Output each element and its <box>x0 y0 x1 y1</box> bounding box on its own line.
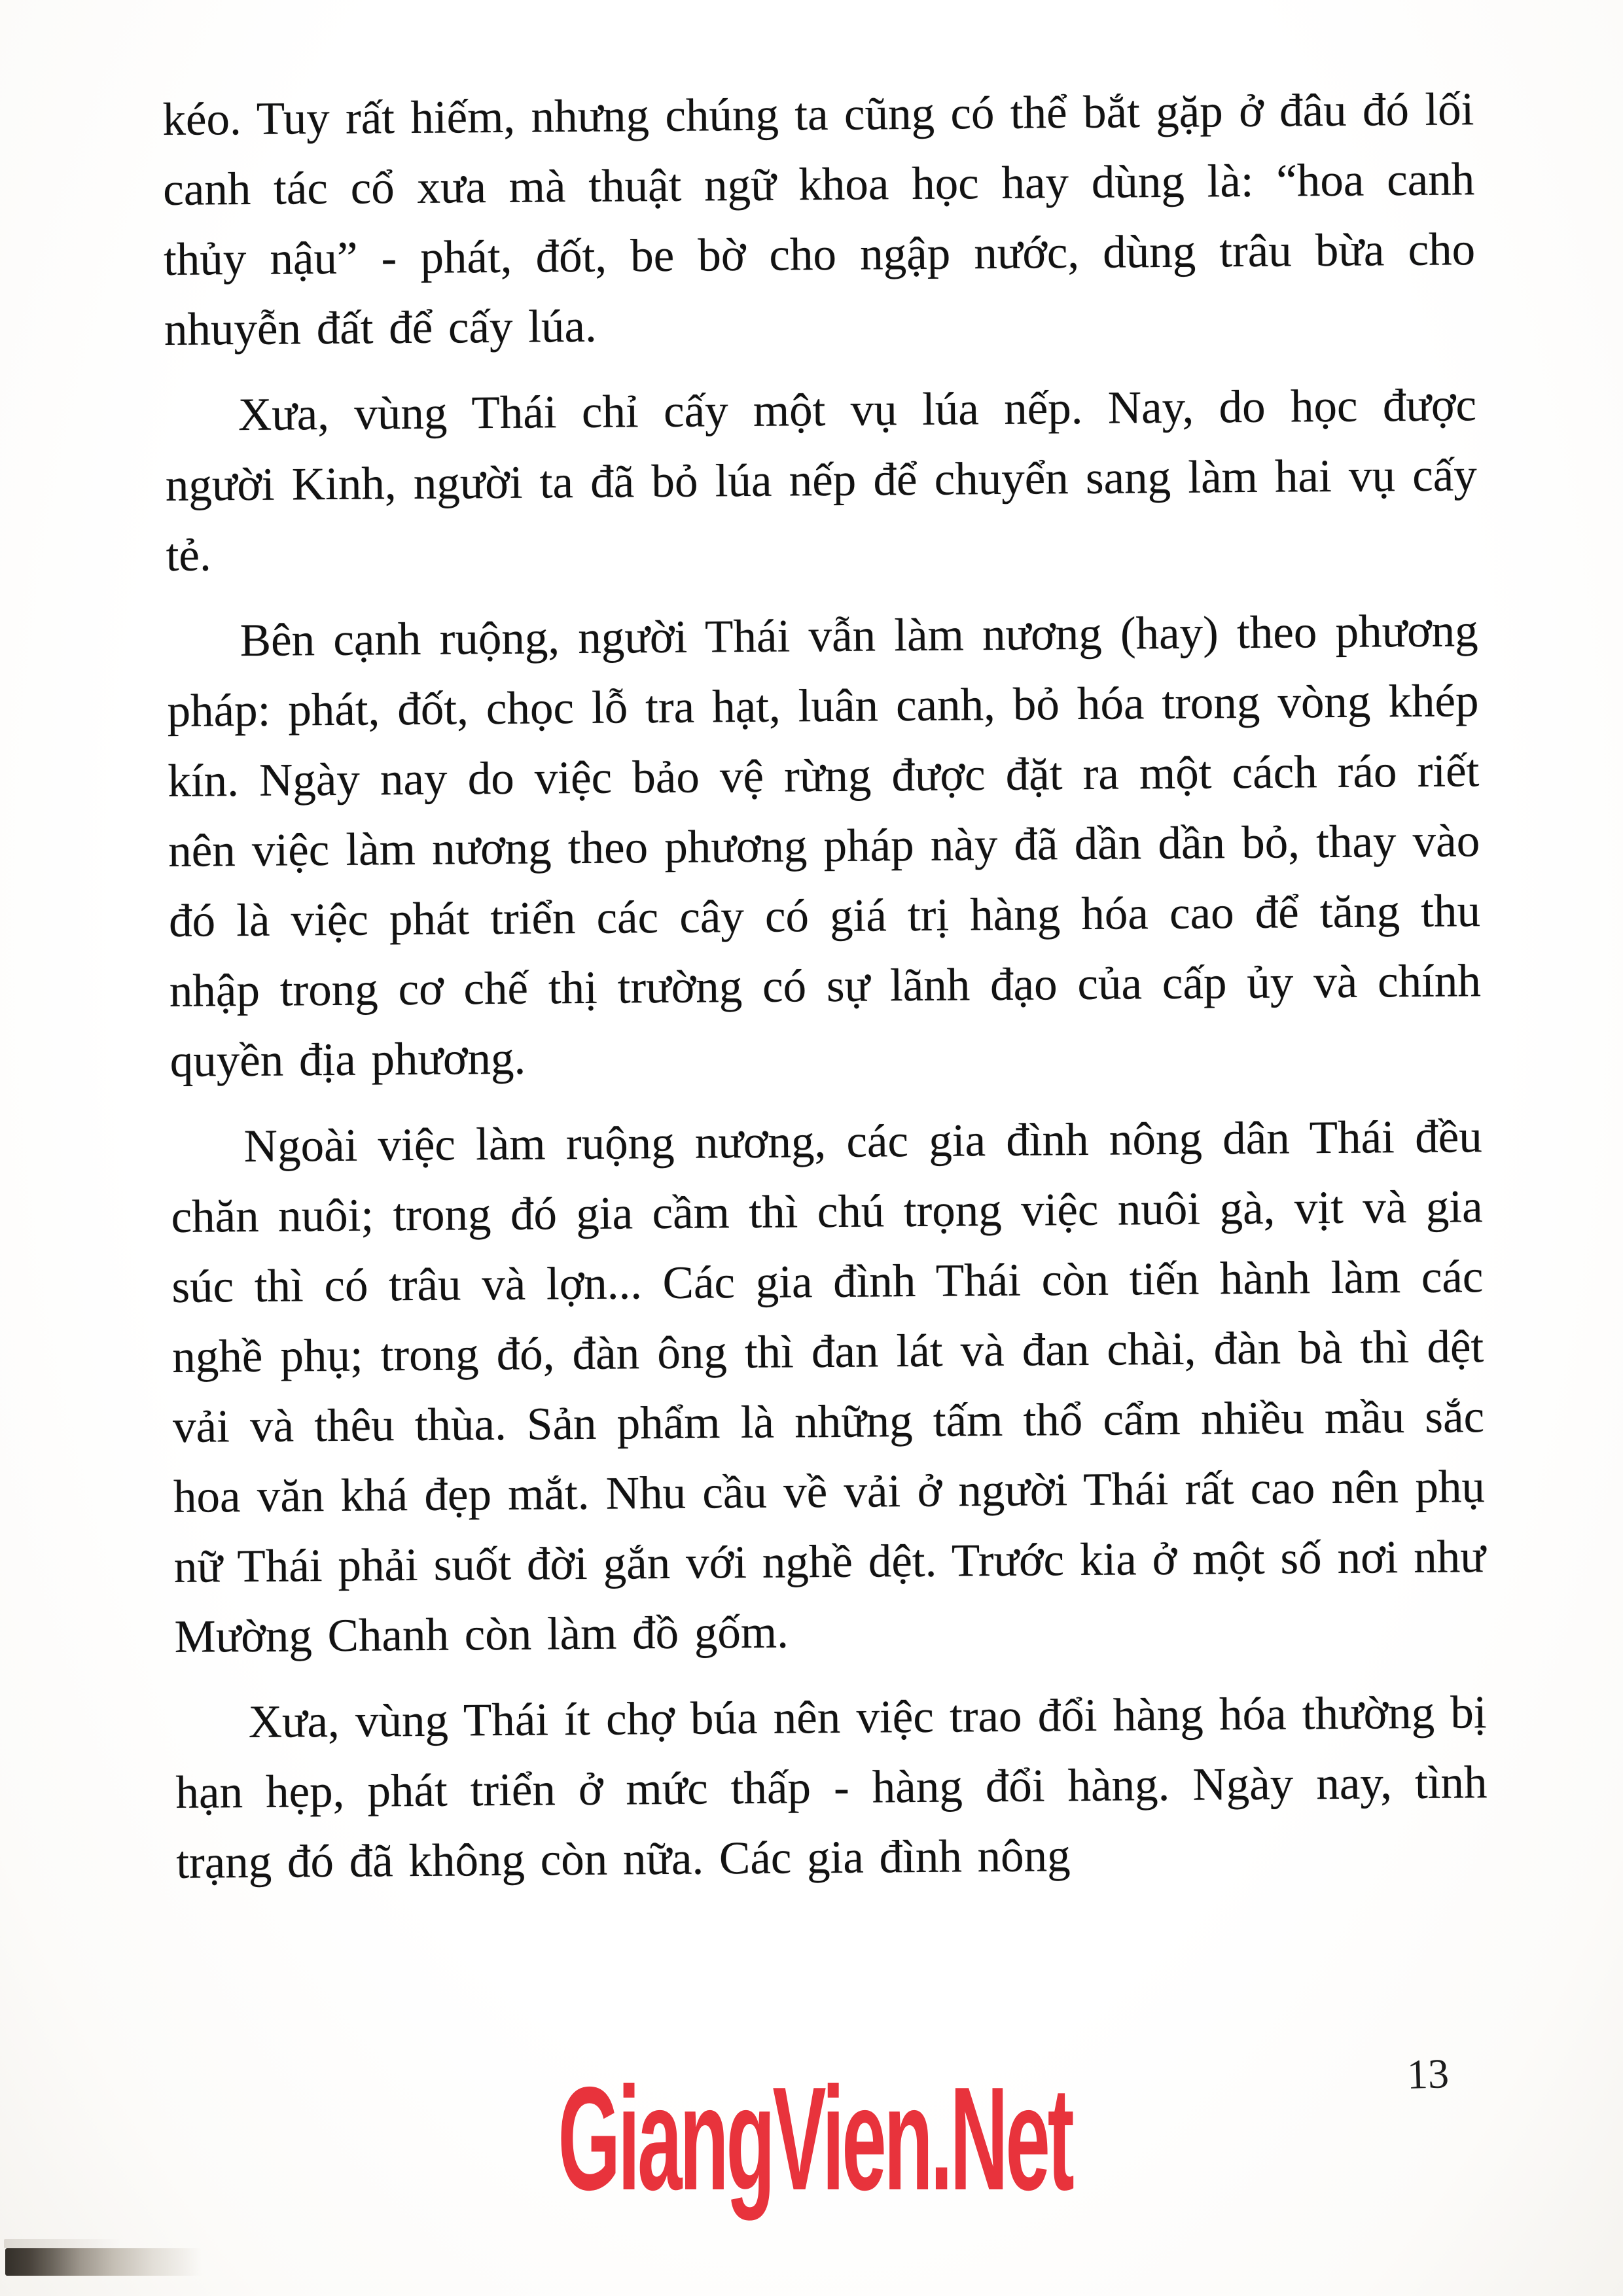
page-number: 13 <box>1406 2050 1450 2098</box>
paragraph: kéo. Tuy rất hiếm, nhưng chúng ta cũng có thể bắt gặp ở đâu đó lối canh tác cổ xưa mà thuật ngữ khoa học hay dùng là: “hoa canh thủy nậu” - phát, đốt, be bờ cho ngập nước, dùng trâu bừa cho nhuyễn đất để cấy lúa. <box>162 84 1476 355</box>
scan-smudge-artifact <box>5 2248 202 2276</box>
paragraph: Bên cạnh ruộng, người Thái vẫn làm nương (hay) theo phương pháp: phát, đốt, chọc lỗ tra hạt, luân canh, bỏ hóa trong vòng khép kín. Ngày nay do việc bảo vệ rừng được đặt ra một cách ráo riết nên việc làm nương theo phương pháp này đã dần dần bỏ, thay vào đó là việc phát triển các cây có giá trị hàng hóa cao để tăng thu nhập trong cơ chế thị trường có sự lãnh đạo của cấp ủy và chính quyền địa phương. <box>167 605 1482 1087</box>
text-block <box>162 75 1488 1914</box>
paragraph: Xưa, vùng Thái ít chợ búa nên việc trao đổi hàng hóa thường bị hạn hẹp, phát triển ở mức thấp - hàng đổi hàng. Ngày nay, tình trạng đó đã không còn nữa. Các gia đình nông <box>175 1687 1488 1888</box>
paragraph: Ngoài việc làm ruộng nương, các gia đình nông dân Thái đều chăn nuôi; trong đó gia cầm thì chú trọng việc nuôi gà, vịt và gia súc thì có trâu và lợn... Các gia đình Thái còn tiến hành làm các nghề phụ; trong đó, đàn ông thì đan lát và đan chài, đàn bà thì dệt vải và thêu thùa. Sản phẩm là những tấm thổ cẩm nhiều mầu sắc hoa văn khá đẹp mắt. Nhu cầu về vải ở người Thái rất cao nên phụ nữ Thái phải suốt đời gắn với nghề dệt. Trước kia ở một số nơi như Mường Chanh còn làm đồ gốm. <box>171 1111 1486 1663</box>
watermark-giangvien-net: GiangVien.Net <box>558 2056 1072 2221</box>
paragraph: Xưa, vùng Thái chỉ cấy một vụ lúa nếp. Nay, do học được người Kinh, người ta đã bỏ lúa nếp để chuyển sang làm hai vụ cấy tẻ. <box>165 380 1478 581</box>
